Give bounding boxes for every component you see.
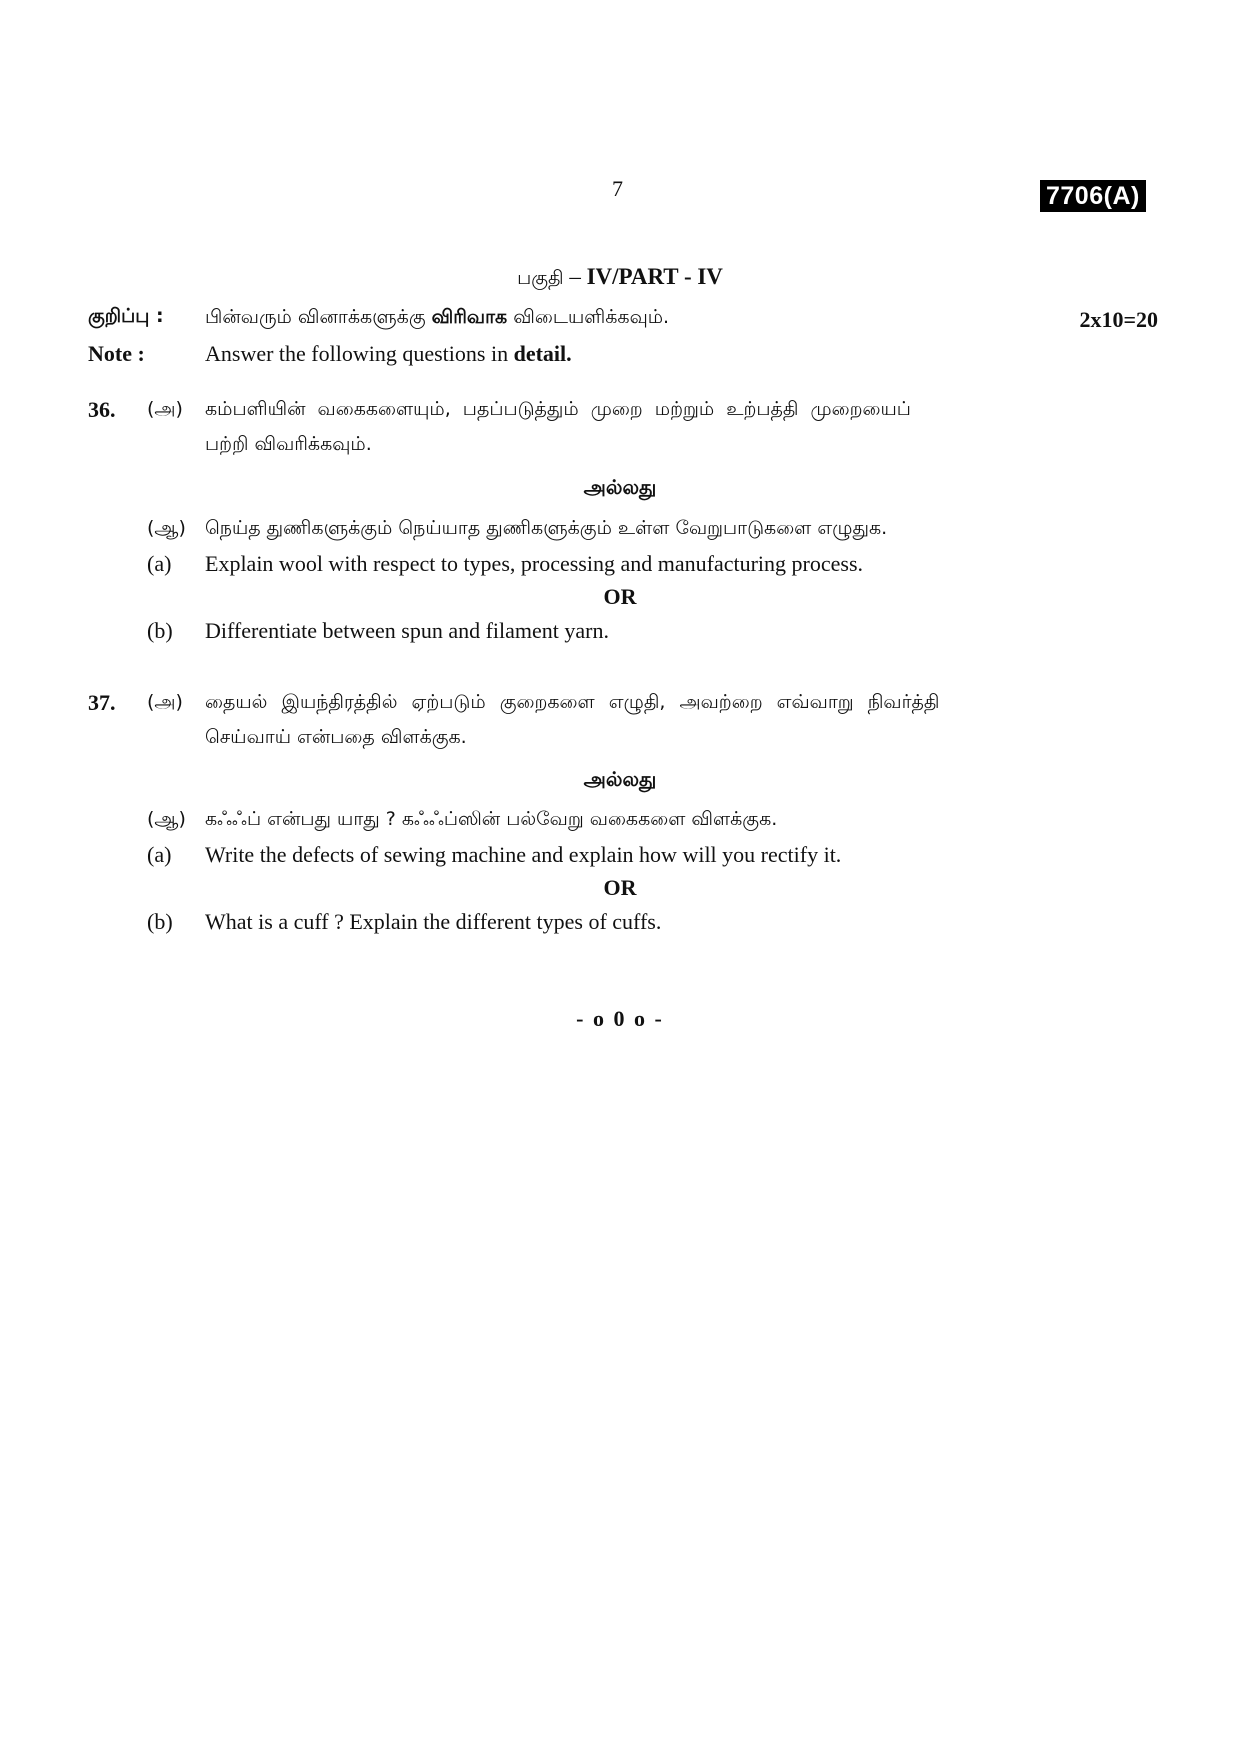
part-title [0,264,1240,292]
note-english-plain: Answer the following questions in [205,341,509,366]
page-number: 7 [612,176,623,201]
question-a-label-tamil: (அ) [147,691,183,713]
part-title-tamil: பகுதி [517,267,564,289]
question-a-text-tamil-line1: தையல் இயந்திரத்தில் ஏற்படும் குறைகளை எழுதி, அவற்றை எவ்வாறு நிவர்த்தி [205,691,940,713]
or-separator-english: OR [603,875,637,900]
question-b-label-tamil: (ஆ) [147,808,186,830]
question-a-text-english: Explain wool with respect to types, processing and manufacturing process. [205,551,864,576]
note-english-label: Note : [88,341,145,366]
question-b-text-english: Differentiate between spun and filament yarn. [205,618,609,643]
or-separator-tamil: அல்லது [583,475,657,499]
question-b-text-tamil: கஃஃப் என்பது யாது ? கஃஃப்ஸின் பல்வேறு வகைகளை விளக்குக. [205,808,778,830]
or-separator-english: OR [603,584,637,609]
question-b-label-english: (b) [147,909,173,934]
question-a-text-tamil-line1: கம்பளியின் வகைகளையும், பதப்படுத்தும் முறை மற்றும் உற்பத்தி முறையைப் [205,398,911,420]
note-tamil-label: குறிப்பு : [88,305,164,327]
question-b-label-tamil: (ஆ) [147,517,186,539]
note-tamil-text [205,306,669,331]
question-number: 36. [88,397,116,422]
marks-allocation: 2x10=20 [1079,307,1158,332]
question-number: 37. [88,690,116,715]
question-a-text-english: Write the defects of sewing machine and explain how will you rectify it. [205,842,842,867]
part-title-english: IV/PART - IV [586,264,723,289]
end-of-paper-mark: - o 0 o - [576,1006,664,1031]
note-tamil-pre: பின்வரும் வினாக்களுக்கு [205,306,426,328]
note-tamil-post: விடையளிக்கவும். [513,306,670,328]
question-a-label-tamil: (அ) [147,398,183,420]
note-english-text [205,341,572,367]
part-title-dash: – [569,264,581,289]
question-b-text-english: What is a cuff ? Explain the different types of cuffs. [205,909,662,934]
question-b-text-tamil: நெய்த துணிகளுக்கும் நெய்யாத துணிகளுக்கும் உள்ள வேறுபாடுகளை எழுதுக. [205,517,888,539]
note-english-bold: detail. [513,341,572,366]
question-a-label-english: (a) [147,842,172,867]
question-b-label-english: (b) [147,618,173,643]
or-separator-tamil: அல்லது [583,767,657,791]
question-a-text-tamil-line2: பற்றி விவரிக்கவும். [205,433,372,455]
note-tamil-bold: விரிவாக [431,306,508,328]
question-a-text-tamil-line2: செய்வாய் என்பதை விளக்குக. [205,726,467,748]
paper-code-badge: 7706(A) [1040,180,1146,212]
question-a-label-english: (a) [147,551,172,576]
